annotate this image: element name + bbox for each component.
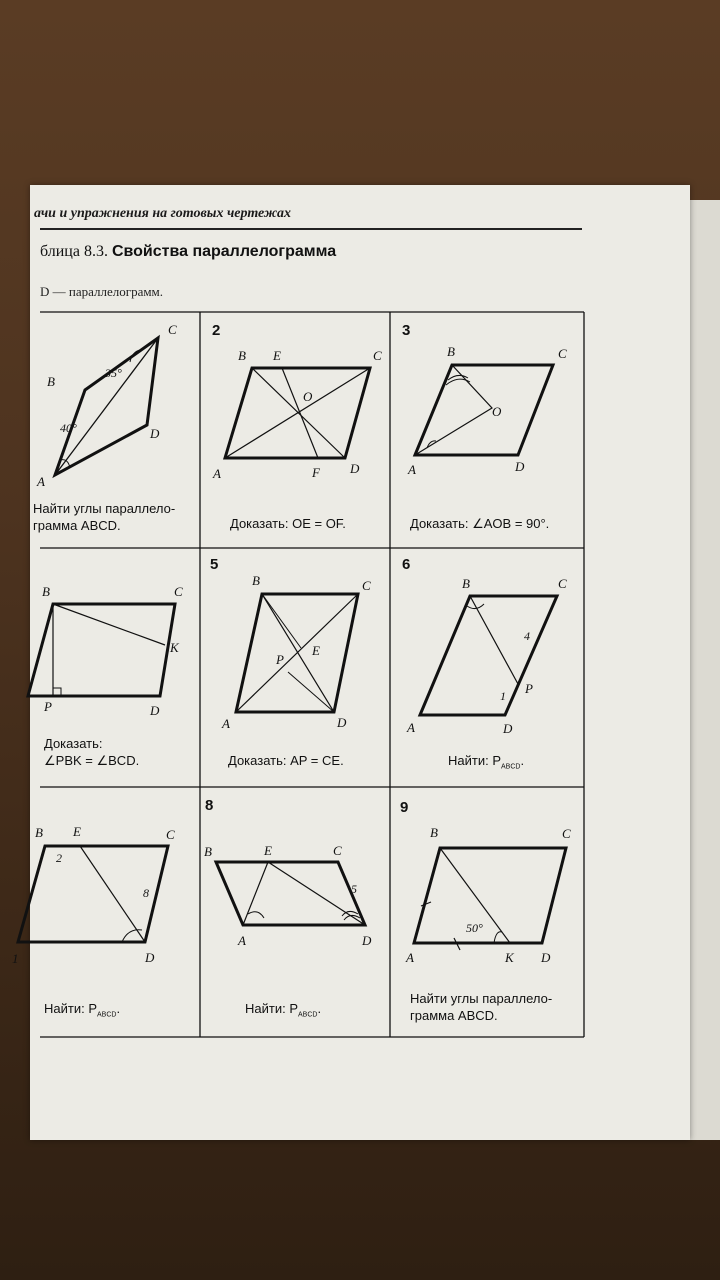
- caption-3: Доказать: ∠AOB = 90°.: [410, 516, 550, 531]
- svg-text:A: A: [406, 950, 414, 965]
- svg-text:O: O: [492, 404, 502, 419]
- caption-6-subscript: ABCD: [501, 763, 521, 771]
- svg-text:P: P: [276, 652, 284, 667]
- svg-text:K: K: [505, 950, 514, 965]
- svg-text:C: C: [558, 346, 567, 361]
- exercise-number-9: 9: [400, 799, 409, 816]
- svg-text:B: B: [252, 573, 260, 588]
- figure-2: [212, 348, 382, 481]
- svg-text:B: B: [430, 825, 438, 840]
- caption-1: [33, 500, 175, 534]
- grid-lines: [40, 312, 584, 1037]
- svg-text:A: A: [213, 466, 221, 481]
- caption-7-dot: .: [116, 1001, 121, 1016]
- caption-7-text: Найти: P: [44, 1001, 97, 1016]
- label-a: A: [37, 474, 45, 489]
- svg-text:5: 5: [351, 882, 357, 896]
- svg-text:1: 1: [500, 689, 506, 703]
- svg-text:A: A: [408, 462, 416, 477]
- exercise-number-8: 8: [205, 797, 214, 814]
- figure-5: [221, 573, 371, 731]
- exercise-number-6: 6: [402, 556, 411, 573]
- caption-9-line-1: Найти углы параллело-: [410, 991, 553, 1006]
- figure-1: [36, 322, 177, 489]
- svg-text:C: C: [174, 584, 183, 599]
- svg-text:O: O: [303, 389, 313, 404]
- svg-text:A: A: [238, 933, 246, 948]
- svg-text:8: 8: [143, 886, 149, 900]
- running-header: ачи и упражнения на готовых чертежах: [34, 206, 292, 221]
- caption-4-line-2: ∠PBK = ∠BCD.: [44, 753, 140, 768]
- table-title-text: Свойства параллелограмма: [111, 243, 337, 260]
- table-number: блица 8.3.: [40, 243, 108, 260]
- figure-7: [12, 824, 175, 966]
- figure-4: [28, 584, 183, 718]
- svg-text:D: D: [515, 459, 525, 474]
- figure-9: [405, 825, 571, 965]
- caption-7-subscript: ABCD: [97, 1011, 117, 1019]
- caption-8-dot: .: [317, 1001, 322, 1016]
- svg-text:C: C: [166, 827, 175, 842]
- caption-9-line-2: грамма ABCD.: [410, 1008, 498, 1023]
- svg-text:E: E: [312, 643, 320, 658]
- svg-text:C: C: [333, 843, 342, 858]
- table-note: D — параллелограмм.: [40, 284, 164, 299]
- exercise-number-3: 3: [402, 322, 411, 339]
- figure-3: [407, 344, 567, 477]
- angle-35: 35°: [105, 366, 122, 380]
- svg-text:B: B: [238, 348, 246, 363]
- svg-text:D: D: [350, 461, 360, 476]
- caption-9: [410, 990, 552, 1024]
- caption-8-subscript: ABCD: [298, 1011, 318, 1019]
- exercise-number-5: 5: [210, 556, 219, 573]
- caption-6: [448, 752, 524, 776]
- svg-text:A: A: [222, 716, 230, 731]
- svg-text:C: C: [373, 348, 382, 363]
- caption-1-line-1: Найти углы параллело-: [33, 501, 176, 516]
- figure-8: [204, 843, 372, 948]
- svg-text:C: C: [562, 826, 571, 841]
- caption-4-line-1: Доказать:: [44, 736, 103, 751]
- caption-4: [44, 735, 139, 769]
- caption-6-dot: .: [520, 753, 525, 768]
- caption-1-line-2: грамма ABCD.: [33, 518, 121, 533]
- exercise-number-2: 2: [212, 322, 221, 339]
- svg-text:B: B: [204, 844, 212, 859]
- svg-text:D: D: [541, 950, 551, 965]
- svg-text:D: D: [362, 933, 372, 948]
- svg-text:E: E: [273, 348, 281, 363]
- svg-text:D: D: [337, 715, 347, 730]
- caption-8-text: Найти: P: [245, 1001, 298, 1016]
- svg-text:P: P: [525, 681, 533, 696]
- svg-text:B: B: [35, 825, 43, 840]
- caption-7: [44, 1000, 120, 1024]
- svg-text:B: B: [42, 584, 50, 599]
- svg-text:2: 2: [56, 851, 62, 865]
- svg-text:C: C: [362, 578, 371, 593]
- svg-text:50°: 50°: [466, 921, 483, 935]
- svg-text:D: D: [145, 950, 155, 965]
- angle-40: 40°: [60, 421, 77, 435]
- caption-8: [245, 1000, 321, 1024]
- label-c: C: [168, 322, 177, 337]
- svg-text:B: B: [462, 576, 470, 591]
- svg-text:4: 4: [524, 629, 530, 643]
- svg-text:C: C: [558, 576, 567, 591]
- svg-text:P: P: [44, 699, 52, 714]
- label-b: B: [47, 374, 55, 389]
- svg-text:A: A: [407, 720, 415, 735]
- caption-5: Доказать: AP = CE.: [228, 753, 344, 768]
- caption-2: Доказать: OE = OF.: [230, 516, 346, 531]
- caption-6-text: Найти: P: [448, 753, 501, 768]
- svg-text:B: B: [447, 344, 455, 359]
- svg-text:F: F: [312, 465, 320, 480]
- svg-text:K: K: [170, 640, 179, 655]
- svg-text:E: E: [73, 824, 81, 839]
- figure-6: [406, 576, 567, 736]
- svg-text:D: D: [503, 721, 513, 736]
- svg-text:E: E: [264, 843, 272, 858]
- svg-text:1: 1: [12, 951, 19, 966]
- label-d: D: [150, 426, 160, 441]
- svg-text:D: D: [150, 703, 160, 718]
